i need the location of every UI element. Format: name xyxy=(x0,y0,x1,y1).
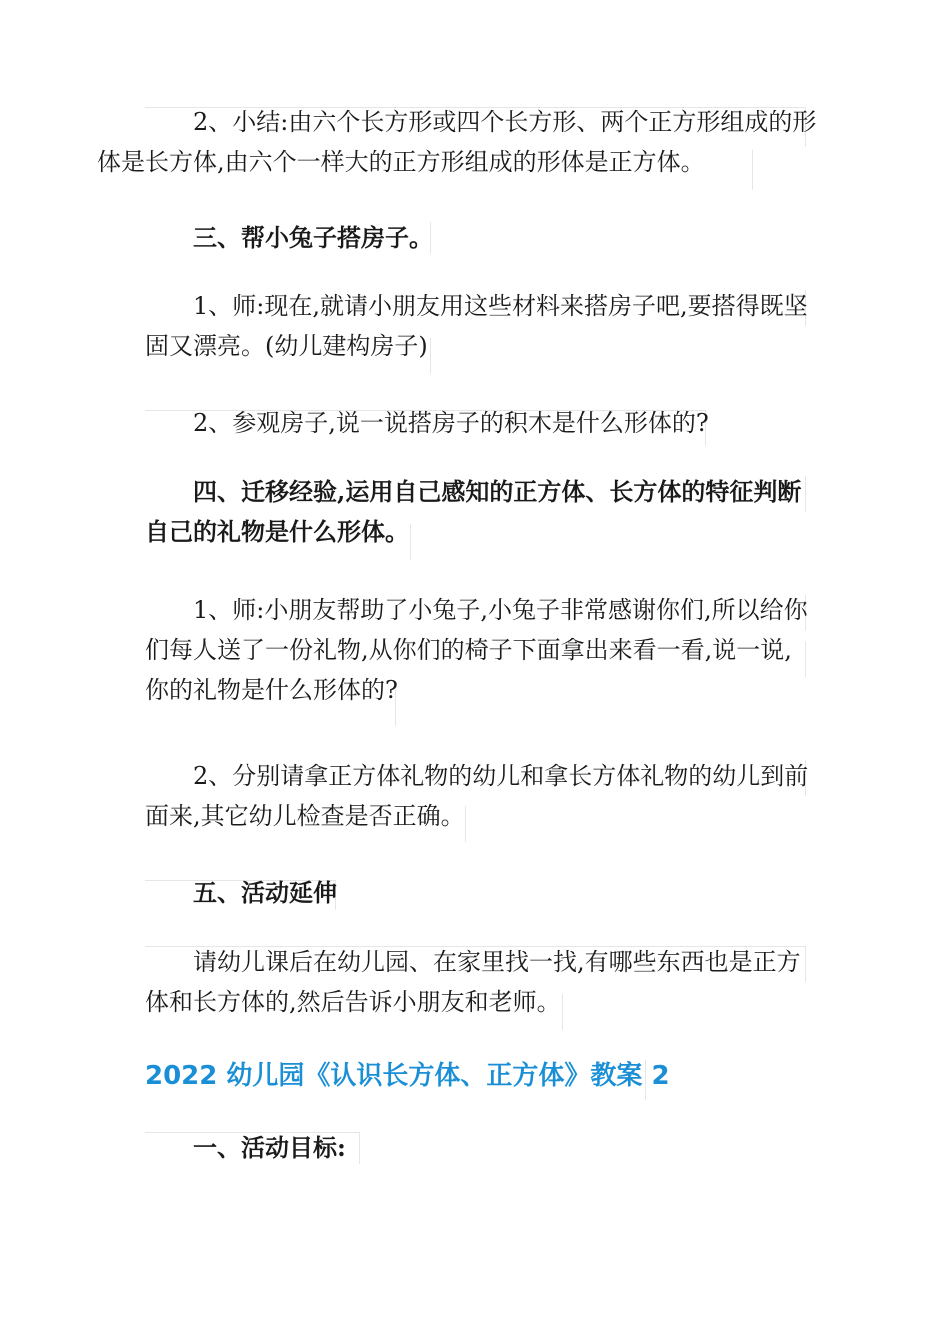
heading-five: 五、活动延伸 xyxy=(193,878,337,907)
paragraph-extension xyxy=(145,942,805,1022)
text-line: 请幼儿课后在幼儿园、在家里找一找,有哪些东西也是正方 xyxy=(193,948,801,976)
guide-line xyxy=(805,476,806,512)
text-line: 面来,其它幼儿检查是否正确。 xyxy=(145,802,465,830)
section-title: 2022 幼儿园《认识长方体、正方体》教案 2 xyxy=(145,1061,670,1091)
heading-one: 一、活动目标: xyxy=(193,1133,346,1162)
heading-four xyxy=(145,472,805,552)
text-line: 2、分别请拿正方体礼物的幼儿和拿长方体礼物的幼儿到前 xyxy=(193,762,809,790)
text-line: 自己的礼物是什么形体。 xyxy=(145,517,409,546)
text-line: 1、师:小朋友帮助了小兔子,小兔子非常感谢你们,所以给你 xyxy=(193,596,808,624)
guide-line xyxy=(805,946,806,982)
text-line: 四、迁移经验,运用自己感知的正方体、长方体的特征判断 xyxy=(193,477,802,506)
text-line: 2、小结:由六个长方形或四个长方形、两个正方形组成的形 xyxy=(193,108,817,136)
text-line: 们每人送了一份礼物,从你们的椅子下面拿出来看一看,说一说, xyxy=(145,636,792,664)
paragraph-summary xyxy=(97,102,817,182)
paragraph-build-house xyxy=(145,286,808,366)
text-line: 体和长方体的,然后告诉小朋友和老师。 xyxy=(145,988,561,1016)
text-line: 固又漂亮。(幼儿建构房子) xyxy=(145,332,428,360)
paragraph-visit-house: 2、参观房子,说一说搭房子的积木是什么形体的? xyxy=(193,409,709,437)
guide-line xyxy=(805,641,806,677)
text-line: 1、师:现在,就请小朋友用这些材料来搭房子吧,要搭得既坚 xyxy=(193,292,808,320)
paragraph-gift xyxy=(145,590,808,710)
heading-three: 三、帮小兔子搭房子。 xyxy=(193,223,433,252)
paragraph-check xyxy=(145,756,809,836)
text-line: 体是长方体,由六个一样大的正方形组成的形体是正方体。 xyxy=(97,148,705,176)
text-line: 你的礼物是什么形体的? xyxy=(145,676,398,704)
